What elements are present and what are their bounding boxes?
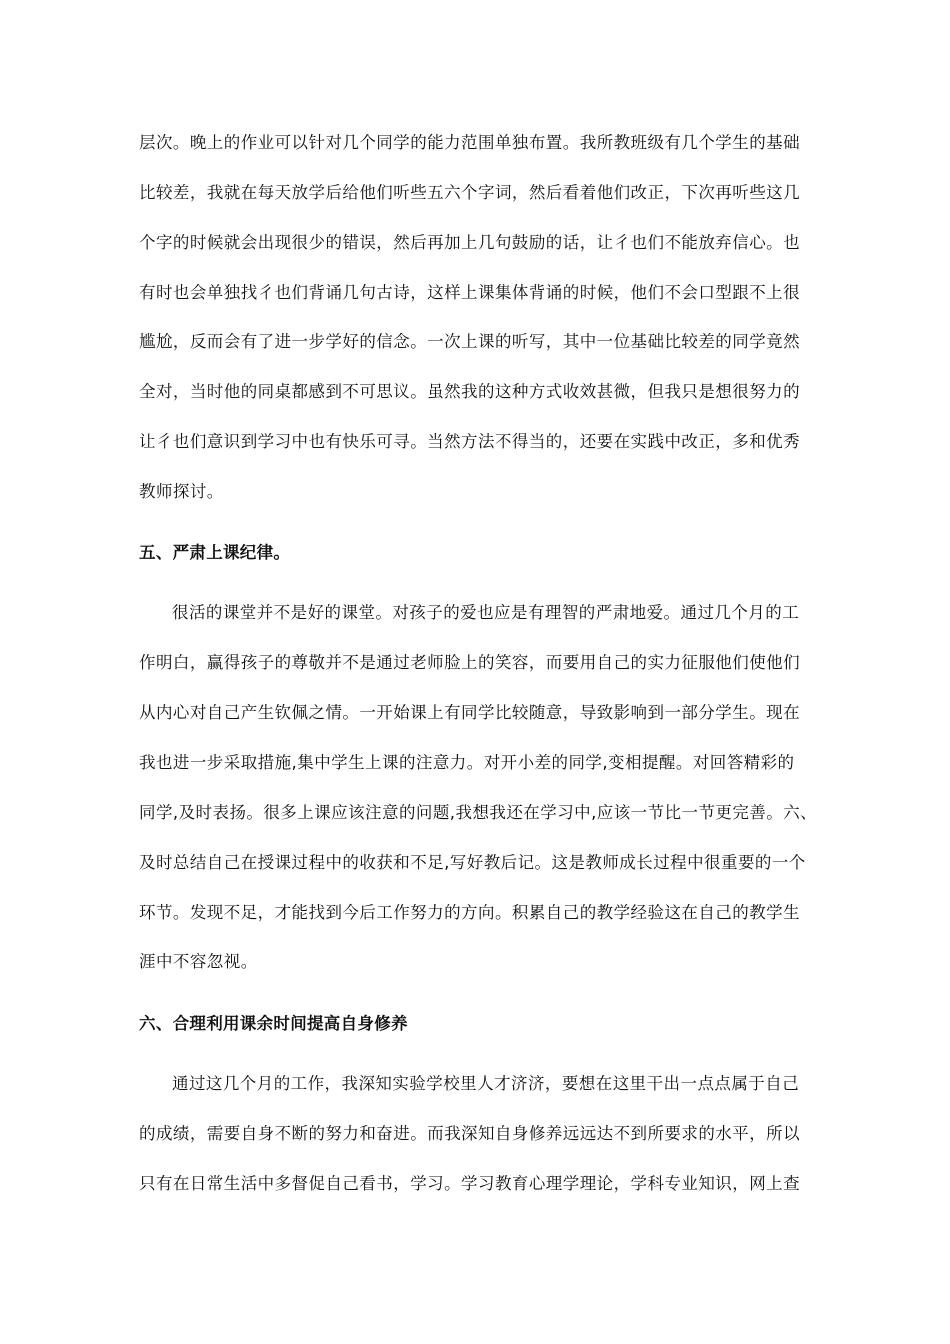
section-heading-6: 六、合理利用课余时间提高自身修养 [139, 1014, 408, 1033]
paragraph-line: 让彳也们意识到学习中也有快乐可寻。当然方法不得当的，还要在实践中改正，多和优秀 [139, 432, 801, 451]
paragraph-line: 全对，当时他的同桌都感到不可思议。虽然我的这种方式收效甚微，但我只是想很努力的 [139, 382, 801, 401]
paragraph-line: 个字的时候就会出现很少的错误，然后再加上几句鼓励的话，让彳也们不能放弃信心。也 [139, 233, 801, 252]
paragraph-line: 尴尬，反而会有了进一步学好的信念。一次上课的听写，其中一位基础比较差的同学竟然 [139, 332, 801, 351]
paragraph-line: 及时总结自己在授课过程中的收获和不足,写好教后记。这是教师成长过程中很重要的一个 [139, 853, 806, 872]
paragraph-line: 从内心对自己产生钦佩之情。一开始课上有同学比较随意，导致影响到一部分学生。现在 [139, 703, 801, 722]
paragraph-line: 环节。发现不足，才能找到今后工作努力的方向。积累自己的教学经验这在自己的教学生 [139, 903, 801, 922]
paragraph-line: 比较差，我就在每天放学后给他们听些五六个字词，然后看着他们改正，下次再听些这几 [139, 183, 801, 202]
section-heading-5: 五、严肃上课纪律。 [139, 543, 291, 562]
paragraph-line: 很活的课堂并不是好的课堂。对孩子的爱也应是有理智的严肃地爱。通过几个月的工 [172, 603, 800, 622]
paragraph-line: 作明白，赢得孩子的尊敬并不是通过老师脸上的笑容，而要用自己的实力征服他们使他们 [139, 653, 801, 672]
paragraph-line: 的成绩，需要自身不断的努力和奋进。而我深知自身修养远远达不到所要求的水平，所以 [139, 1124, 801, 1143]
paragraph-line: 涯中不容忽视。 [139, 952, 258, 971]
paragraph-line: 只有在日常生活中多督促自己看书，学习。学习教育心理学理论，学科专业知识，网上查 [139, 1174, 801, 1193]
paragraph-line: 通过这几个月的工作，我深知实验学校里人才济济，要想在这里干出一点点属于自己 [172, 1074, 800, 1093]
paragraph-line: 教师探讨。 [139, 482, 224, 501]
paragraph-line: 层次。晚上的作业可以针对几个同学的能力范围单独布置。我所教班级有几个学生的基础 [139, 133, 801, 152]
paragraph-line: 有时也会单独找彳也们背诵几句古诗，这样上课集体背诵的时候，他们不会口型跟不上很 [139, 283, 801, 302]
paragraph-line: 我也进一步采取措施,集中学生上课的注意力。对开小差的同学,变相提醒。对回答精彩的 [139, 753, 795, 772]
paragraph-line: 同学,及时表扬。很多上课应该注意的问题,我想我还在学习中,应该一节比一节更完善。六、 [139, 803, 818, 822]
